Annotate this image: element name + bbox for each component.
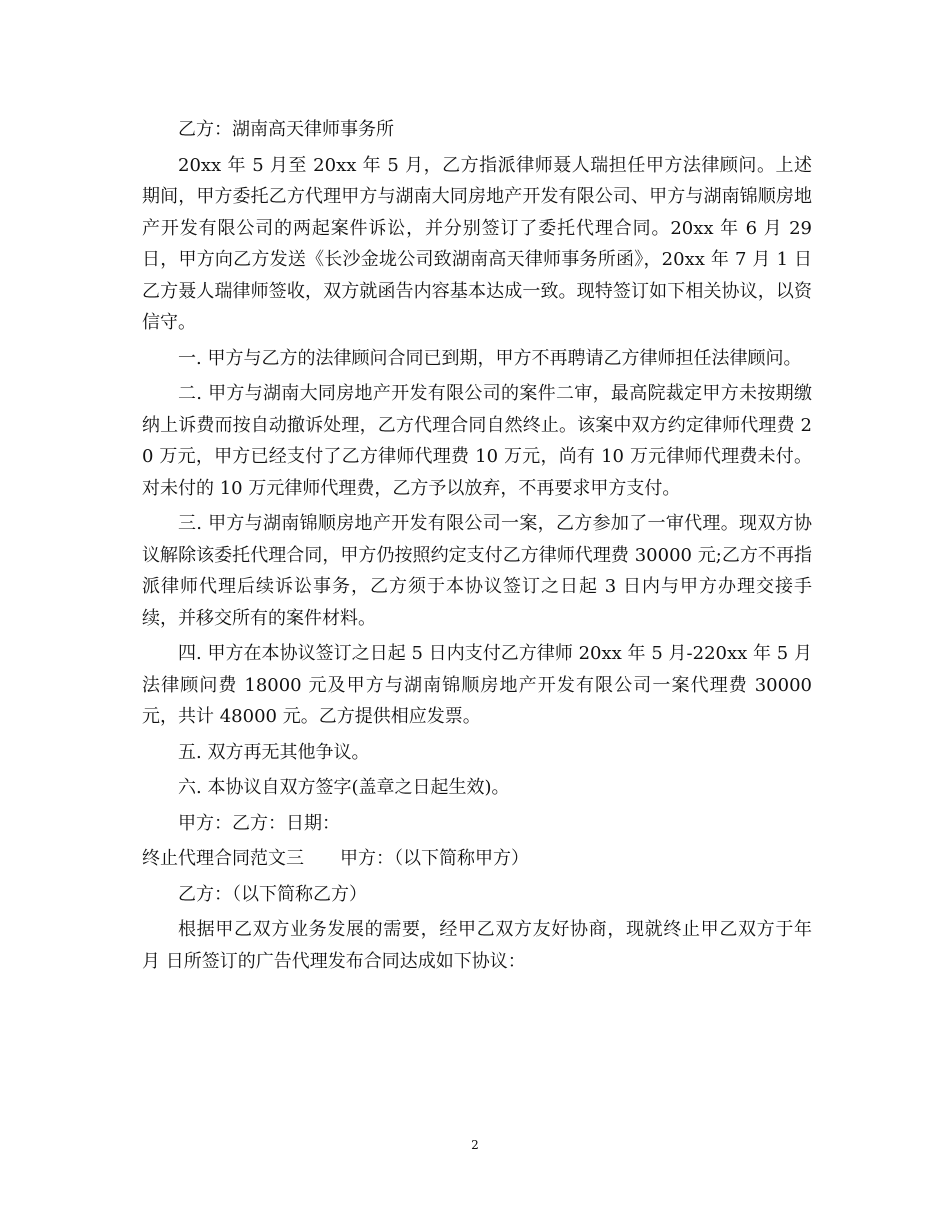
- background-paragraph: 20xx 年 5 月至 20xx 年 5 月，乙方指派律师聂人瑞担任甲方法律顾问。上述期间，甲方委托乙方代理甲方与湖南大同房地产开发有限公司、甲方与湖南锦顺房地产开发有限公司的两起案件诉讼，并分别签订了委托代理合同。20xx 年 6 月 29 日，甲方向乙方发送《长沙金垅公司致湖南高天律师事务所函》，20xx 年 7 月 1 日乙方聂人瑞律师签收，双方就函告内容基本达成一致。现特签订如下相关协议，以资信守。: [142, 154, 812, 333]
- sample-three-intro: 根据甲乙双方业务发展的需要，经甲乙双方友好协商，现就终止甲乙双方于年 月 日所签订的广告代理发布合同达成如下协议：: [142, 919, 812, 972]
- page-number: 2: [471, 1138, 479, 1152]
- clause-2: 二. 甲方与湖南大同房地产开发有限公司的案件二审，最高院裁定甲方未按期缴纳上诉费而按自动撤诉处理，乙方代理合同自然终止。该案中双方约定律师代理费 20 万元，甲方已经支付了乙方律师代理费 10 万元，尚有 10 万元律师代理费未付。对未付的 10 万元律师代理费，乙方予以放弃，不再要求甲方支付。: [142, 383, 812, 499]
- clause-3: 三. 甲方与湖南锦顺房地产开发有限公司一案，乙方参加了一审代理。现双方协议解除该委托代理合同，甲方仍按照约定支付乙方律师代理费 30000 元;乙方不再指派律师代理后续诉讼事务，乙方须于本协议签订之日起 3 日内与甲方办理交接手续，并移交所有的案件材料。: [142, 513, 812, 629]
- clause-4: 四. 甲方在本协议签订之日起 5 日内支付乙方律师 20xx 年 5 月-220xx 年 5 月法律顾问费 18000 元及甲方与湖南锦顺房地产开发有限公司一案代理费 30000 元，共计 48000 元。乙方提供相应发票。: [142, 643, 812, 727]
- sample-three-title: 终止代理合同范文三: [142, 848, 304, 869]
- sample-three-party-b: 乙方：（以下简称乙方）: [178, 883, 367, 905]
- document-body: [142, 114, 812, 981]
- clause-1: 一. 甲方与乙方的法律顾问合同已到期，甲方不再聘请乙方律师担任法律顾问。: [178, 347, 802, 369]
- sample-three-heading-line: [142, 843, 812, 875]
- clause-5: 五. 双方再无其他争议。: [178, 741, 370, 763]
- clause-6: 六. 本协议自双方签字(盖章之日起生效)。: [178, 777, 510, 798]
- sample-three-party-a: 甲方：（以下简称甲方）: [340, 848, 529, 869]
- party-b-line: 乙方：湖南高天律师事务所: [178, 119, 394, 140]
- signature-line: 甲方：乙方：日期：: [178, 812, 340, 834]
